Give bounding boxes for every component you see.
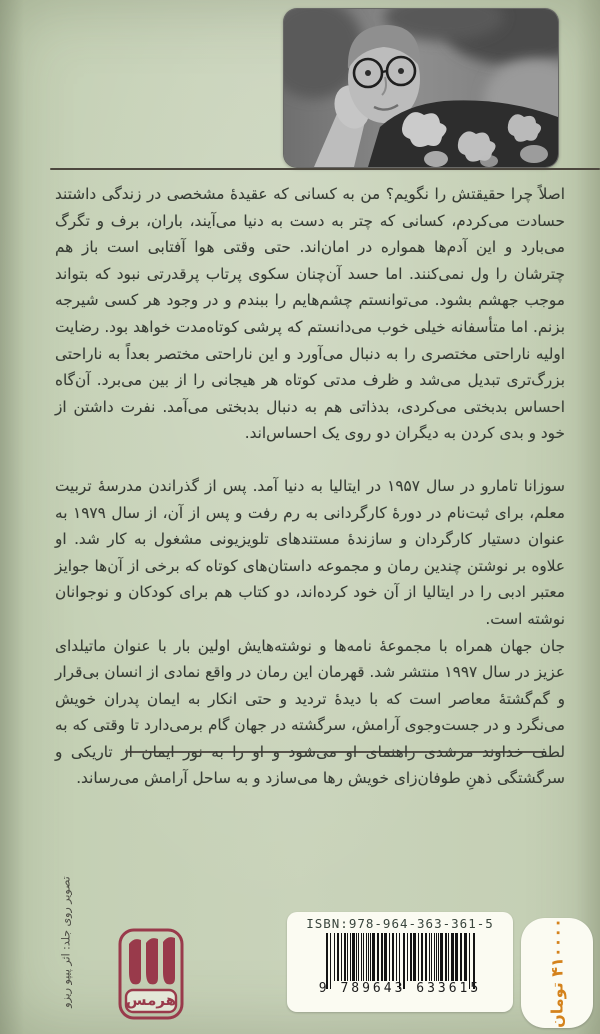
cover-image-credit: تصویر روی جلد: اثر پیپو ریزو <box>59 876 73 1008</box>
publisher-name: هرمس <box>125 991 177 1009</box>
barcode-digits: 9 789643 633615 <box>318 981 482 996</box>
price-sticker <box>521 918 593 1028</box>
barcode-panel <box>287 912 513 1012</box>
price-text: ۴۱۰۰۰۰ تومان <box>547 918 567 1028</box>
author-photo <box>283 8 559 168</box>
publisher-logo <box>118 928 184 1020</box>
isbn-label: ISBN:978-964-363-361-5 <box>306 916 494 931</box>
top-divider <box>50 168 600 170</box>
author-bio-paragraph: سوزانا تامارو در سال ۱۹۵۷ در ایتالیا به دنیا آمد. پس از گذراندن مدرسهٔ تربیت معلم، برای ثبت‌نام در دورهٔ کارگردانی به رم رفت و پس از آن، از سال ۱۹۷۹ به عنوان دستیار کارگردان و سازندهٔ مستندهای تلویزیونی مشغول به کار شد. او علاوه بر نوشتن چندین رمان و مجموعه داستان‌های کوتاه که برخی از آن‌ها جوایز معتبر ادبی را در ایتالیا از آن خود کرده‌اند، دو کتاب هم برای کودکان و نوجوانان نوشته است. <box>55 476 565 628</box>
excerpt-paragraph: اصلاً چرا حقیقتش را نگویم؟ من به کسانی که عقیدهٔ مشخصی در زندگی داشتند حسادت می‌کردم، کسانی که چتر به دست به دنیا می‌آیند، باران، برف و تگرگ می‌بارد و این آدم‌ها همواره در امان‌اند. حتی وقتی هوا آفتابی است باز هم چترشان را ول نمی‌کنند. اما حسد آن‌چنان سکوی پرتاب پرقدرتی نبود که بتواند موجب جهشم بشود. می‌توانستم چشم‌هایم را ببندم و در وجود هر کسی شیرجه بزنم. اما متأسفانه خیلی خوب می‌دانستم که پرشی کوتاه‌مدت خواهد بود. رضایت اولیه ناراحتی مختصری را به دنبال می‌آورد و این ناراحتی مختصر بعداً به ناراحتی بزرگ‌تری تبدیل می‌شد و ظرف مدتی کوتاه هر هیجانی را از بین می‌برد. آن‌گاه احساس بدبختی می‌کردی، بدذاتی هم به دنبال بدبختی می‌آمد. نفرت داشتن از خود و بدی کردن به دیگران دو روی یک احساس‌اند. <box>55 185 565 443</box>
author-portrait-illustration <box>284 9 558 167</box>
book-summary-paragraph: جان جهان همراه با مجموعهٔ نامه‌ها و نوشته‌هایش اولین بار با عنوان ماتیلدای عزیز در سال ۱۹۹۷ منتشر شد. قهرمان این رمان در واقع نمادی از انسان بی‌قرار و گم‌گشتهٔ معاصر است که با دیدهٔ تردید و حتی انکار به ایمان پدران خویش می‌نگرد و در جست‌وجوی آرامش، سرگشته در جهان گام برمی‌دارد تا وقتی که به لطف خداوند مرشدی راهنمای او می‌شود و او را به نور ایمان از تاریکی و سرگشتگی ذهنِ طوفان‌زای خویش رها می‌سازد و به ساحل آرامش می‌رساند. <box>55 636 565 788</box>
back-cover-text <box>55 181 565 792</box>
